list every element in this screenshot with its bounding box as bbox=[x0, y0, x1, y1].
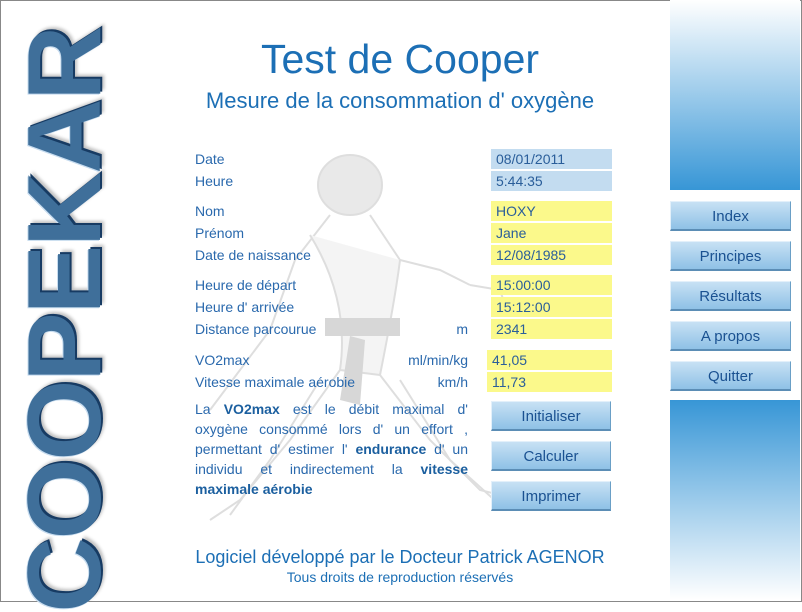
depart-field[interactable]: 15:00:00 bbox=[491, 275, 612, 295]
imprimer-button[interactable]: Imprimer bbox=[491, 481, 611, 511]
date-field: 08/01/2011 bbox=[491, 149, 612, 169]
distance-label: Distance parcourue bbox=[195, 321, 317, 337]
nav-index-button[interactable]: Index bbox=[670, 201, 791, 231]
nav-quitter-button[interactable]: Quitter bbox=[670, 361, 791, 391]
nom-label: Nom bbox=[195, 203, 225, 219]
footer-credit: Logiciel développé par le Docteur Patrick AGENOR bbox=[195, 547, 605, 567]
initialiser-button[interactable]: Initialiser bbox=[491, 401, 611, 431]
page-subtitle: Mesure de la consommation d' oxygène bbox=[205, 88, 595, 113]
sidebar-top-gradient bbox=[670, 0, 800, 190]
depart-label: Heure de départ bbox=[195, 277, 297, 293]
vo2max-field: 41,05 bbox=[487, 350, 612, 370]
vma-unit: km/h bbox=[437, 374, 468, 390]
nom-field[interactable]: HOXY bbox=[491, 201, 612, 221]
footer-rights: Tous droits de reproduction réservés bbox=[286, 569, 514, 585]
vma-label: Vitesse maximale aérobie bbox=[195, 374, 356, 390]
coopekar-logo bbox=[7, 27, 123, 612]
distance-unit: m bbox=[456, 321, 468, 337]
prenom-label: Prénom bbox=[195, 225, 245, 241]
vo2max-label: VO2max bbox=[195, 352, 250, 368]
naissance-label: Date de naissance bbox=[195, 247, 311, 263]
vma-field: 11,73 bbox=[487, 372, 612, 392]
prenom-field[interactable]: Jane bbox=[491, 223, 612, 243]
heure-field: 5:44:35 bbox=[491, 171, 612, 191]
logo-text: COOPEKAR bbox=[7, 27, 123, 612]
vo2max-description: La VO2max est le débit maximal d' oxygène consommé lors d' un effort , permettant d' estimer l' endurance d' un individu et indirectement la vitesse maximale aérobie bbox=[195, 401, 469, 497]
arrivee-field[interactable]: 15:12:00 bbox=[491, 297, 612, 317]
date-label: Date bbox=[195, 151, 225, 167]
sidebar-bottom-gradient bbox=[670, 400, 800, 600]
calculer-button[interactable]: Calculer bbox=[491, 441, 611, 471]
naissance-field[interactable]: 12/08/1985 bbox=[491, 245, 612, 265]
arrivee-label: Heure d' arrivée bbox=[195, 299, 295, 315]
nav-principes-button[interactable]: Principes bbox=[670, 241, 791, 271]
vo2max-unit: ml/min/kg bbox=[408, 352, 468, 368]
heure-label: Heure bbox=[195, 173, 234, 189]
page-title: Test de Cooper bbox=[260, 36, 540, 82]
distance-field[interactable]: 2341 bbox=[491, 319, 612, 339]
nav-resultats-button[interactable]: Résultats bbox=[670, 281, 791, 311]
nav-apropos-button[interactable]: A propos bbox=[670, 321, 791, 351]
